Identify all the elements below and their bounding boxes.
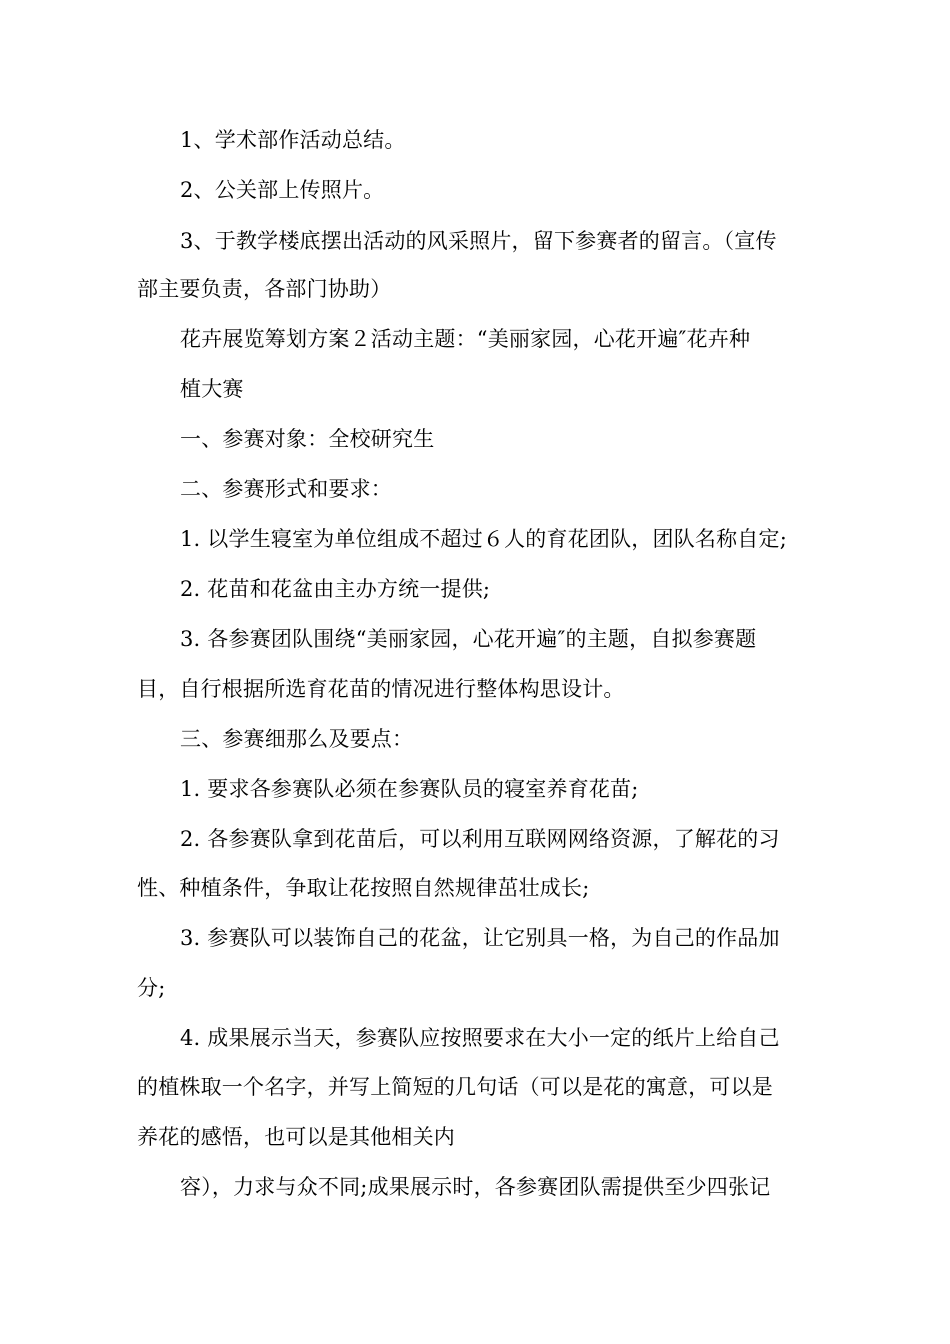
text-line: 部主要负责，各部门协助） [137,277,392,301]
text-line: 2. 各参赛队拿到花苗后，可以利用互联网网络资源，了解花的习 [180,827,780,851]
text-line: 3. 各参赛团队围绕“美丽家园，心花开遍″的主题，自拟参赛题 [180,627,757,651]
text-line: 3、于教学楼底摆出活动的风采照片，留下参赛者的留言。（宣传 [180,229,777,253]
text-line: 的植株取一个名字，并写上简短的几句话（可以是花的寓意，可以是 [137,1075,773,1099]
text-line: 1. 以学生寝室为单位组成不超过６人的育花团队，团队名称自定; [180,527,787,551]
text-line: 3. 参赛队可以装饰自己的花盆，让它别具一格，为自己的作品加 [180,926,780,950]
text-line: 容），力求与众不同;成果展示时，各参赛团队需提供至少四张记 [180,1175,771,1199]
text-line: 养花的感悟，也可以是其他相关内 [137,1125,455,1149]
text-line: 植大赛 [180,377,244,401]
text-line: 目，自行根据所选育花苗的情况进行整体构思设计。 [137,677,625,701]
text-line: 4. 成果展示当天，参赛队应按照要求在大小一定的纸片上给自己 [180,1026,780,1050]
text-line: 1、学术部作活动总结。 [180,128,406,152]
text-line: 性、种植条件，争取让花按照自然规律茁壮成长; [137,876,590,900]
section-heading: 一、参赛对象：全校研究生 [180,427,435,451]
text-line: 2、公关部上传照片。 [180,178,385,202]
text-line: 1. 要求各参赛队必须在参赛队员的寝室养育花苗; [180,777,639,801]
section-heading: 二、参赛形式和要求： [180,477,392,501]
section-heading: 三、参赛细那么及要点： [180,727,414,751]
text-line: 花卉展览筹划方案２活动主题：“美丽家园，心花开遍″花卉种 [180,327,751,351]
text-line: 2. 花苗和花盆由主办方统一提供; [180,577,491,601]
text-line: 分; [137,976,166,1000]
